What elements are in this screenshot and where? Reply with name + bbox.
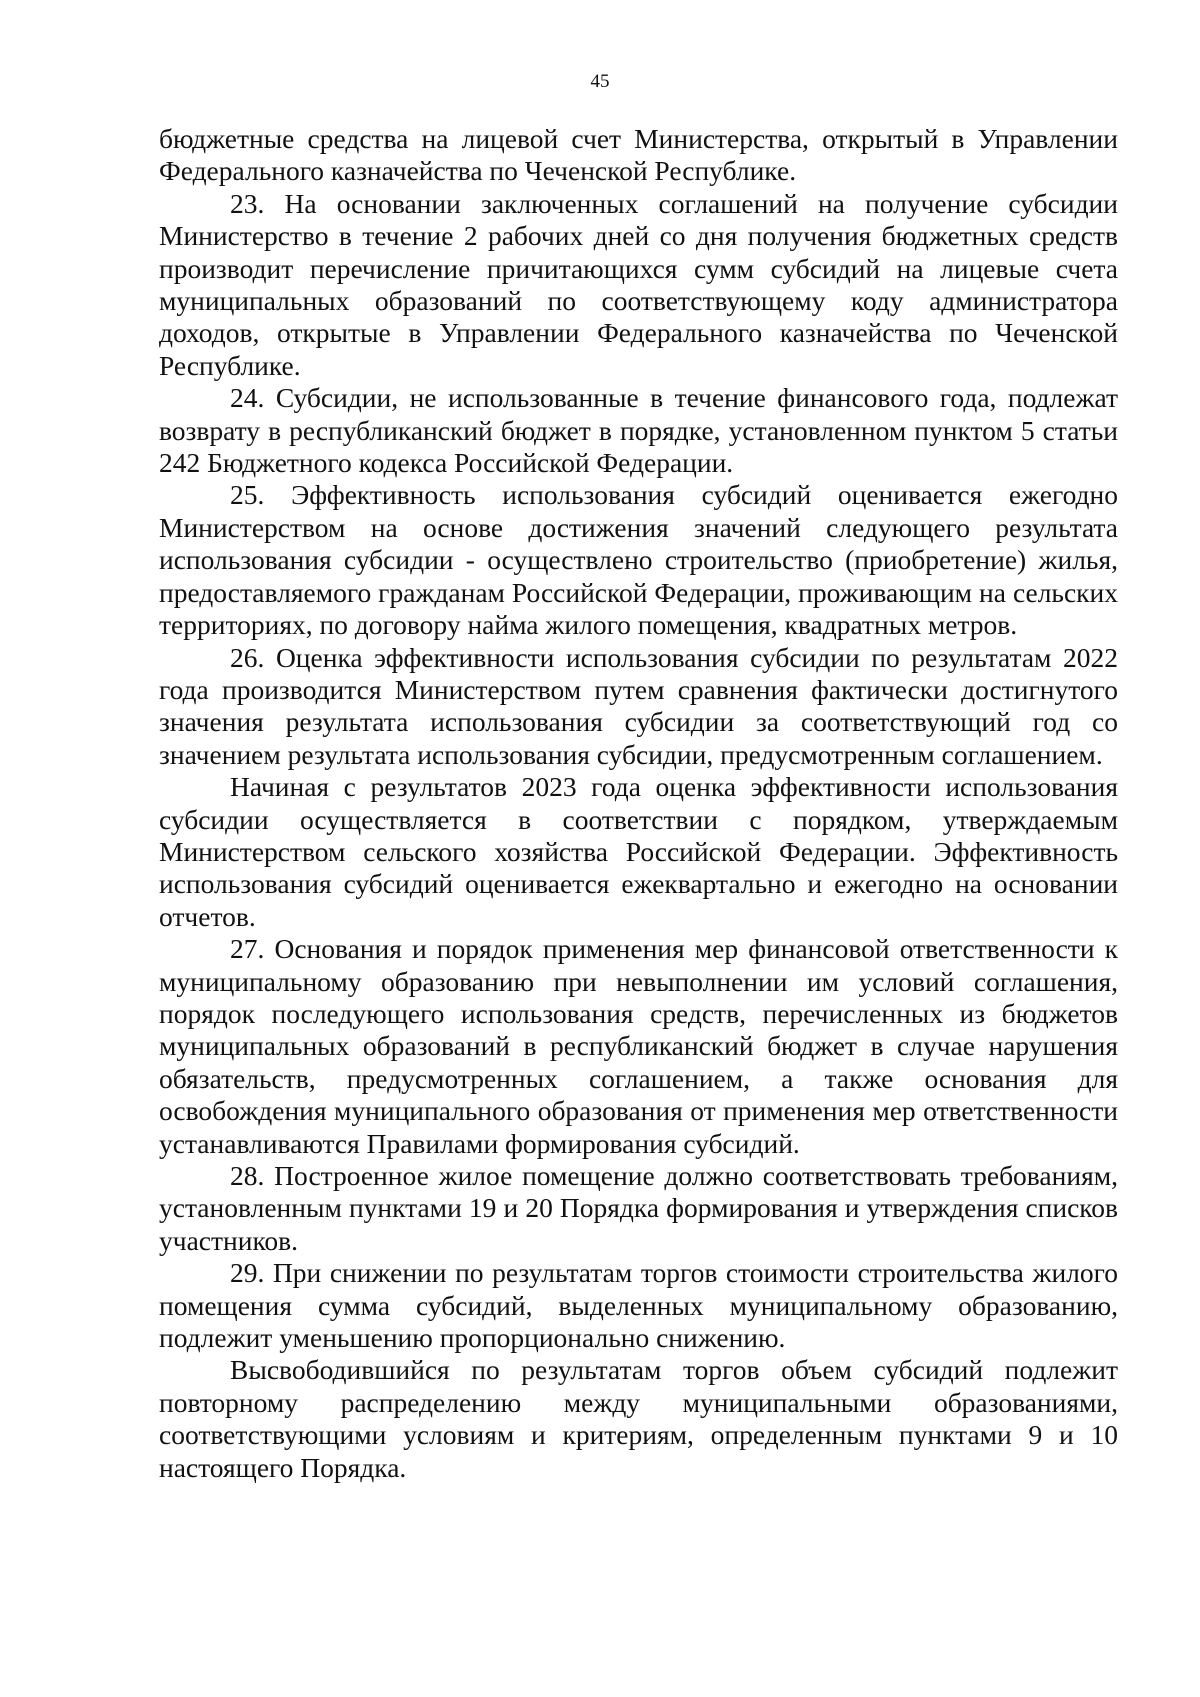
paragraph-26: 26. Оценка эффективности использования субсидии по результатам 2022 года производится Министерством путем сравнения фактически достигнутого значения результата использования субсидии за соответствующий год со значением результата использования субсидии, предусмотренным соглашением.: [159, 641, 1118, 770]
paragraph-23: 23. На основании заключенных соглашений на получение субсидии Министерство в течение 2 рабочих дней со дня получения бюджетных средств производит перечисление причитающихся сумм субсидий на лицевые счета муниципальных образований по соответствующему коду администратора доходов, открытые в Управлении Федерального казначейства по Чеченской Республике.: [159, 187, 1118, 381]
paragraph-continuation: бюджетные средства на лицевой счет Министерства, открытый в Управлении Федерального казначейства по Чеченской Республике.: [159, 123, 1118, 187]
page-number: 45: [590, 71, 610, 92]
paragraph-27: 27. Основания и порядок применения мер финансовой ответственности к муниципальному образованию при невыполнении им условий соглашения, порядок последующего использования средств, перечисленных из бюджетов муниципальных образований в республиканский бюджет в случае нарушения обязательств, предусмотренных соглашением, а также основания для освобождения муниципального образования от применения мер ответственности устанавливаются Правилами формирования субсидий.: [159, 933, 1118, 1159]
paragraph-25: 25. Эффективность использования субсидий оценивается ежегодно Министерством на основе достижения значений следующего результата использования субсидии - осуществлено строительство (приобретение) жилья, предоставляемого гражданам Российской Федерации, проживающим на сельских территориях, по договору найма жилого помещения, квадратных метров.: [159, 479, 1118, 641]
paragraph-28: 28. Построенное жилое помещение должно соответствовать требованиям, установленным пунктами 19 и 20 Порядка формирования и утверждения списков участников.: [159, 1160, 1118, 1256]
paragraph-26-continued: Начиная с результатов 2023 года оценка эффективности использования субсидии осуществляется в соответствии с порядком, утверждаемым Министерством сельского хозяйства Российской Федерации. Эффективность использования субсидий оценивается ежеквартально и ежегодно на основании отчетов.: [159, 771, 1118, 932]
paragraph-24: 24. Субсидии, не использованные в течение финансового года, подлежат возврату в республиканский бюджет в порядке, установленном пунктом 5 статьи 242 Бюджетного кодекса Российской Федерации.: [159, 382, 1118, 479]
paragraph-29: 29. При снижении по результатам торгов стоимости строительства жилого помещения сумма субсидий, выделенных муниципальному образованию, подлежит уменьшению пропорционально снижению.: [159, 1257, 1118, 1354]
document-body: [159, 123, 1118, 1484]
paragraph-29-continued: Высвободившийся по результатам торгов объем субсидий подлежит повторному распределению между муниципальными образованиями, соответствующими условиям и критериям, определенным пунктами 9 и 10 настоящего Порядка.: [159, 1354, 1118, 1483]
